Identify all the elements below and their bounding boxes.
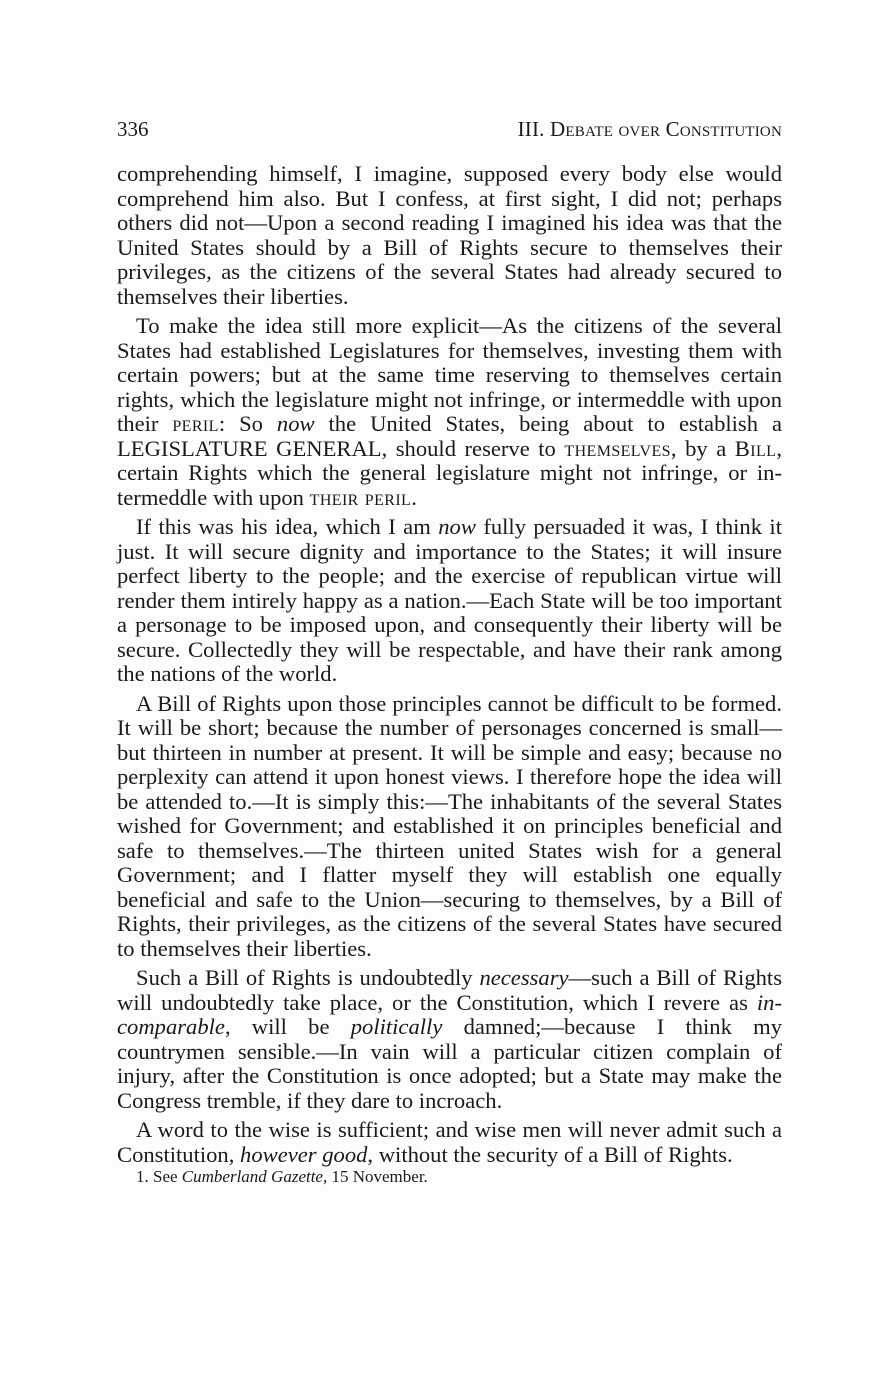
body-text xyxy=(117,162,782,1172)
footnote-source-title: Cumberland Gazette, xyxy=(181,1167,328,1186)
text-run: To make the idea still more explicit—As the citizens of the several States had established Legislatures for themselves, investing them with certain powers; but at the same time reserving to themselves certain rights, which the legislature might not infringe, or intermeddle with upon their xyxy=(117,313,782,436)
italic-text: now xyxy=(438,514,476,539)
running-head xyxy=(117,114,782,144)
text-run: , without the security of a Bill of Rights. xyxy=(367,1141,733,1167)
paragraph xyxy=(117,314,782,510)
footnote-suffix: 15 November. xyxy=(327,1167,428,1186)
text-run: A word to the wise is sufficient; and wise men will never admit such a Constitution, xyxy=(117,1117,782,1167)
paragraph xyxy=(117,515,782,687)
text-run: —such a Bill of Rights will undoubtedly take place, or the Constitution, which I revere as xyxy=(117,965,782,1015)
paragraph xyxy=(117,162,782,309)
text-run: A Bill of Rights upon those principles cannot be difficult to be formed. It will be short; because the number of personages concerned is small—but thirteen in number at present. It will be simple and easy; because no perplexity can attend it upon honest views. I therefore hope the idea will be attended to.—It is simply this:—The inhabitants of the several States wished for Government; and established it on principles beneficial and safe to themselves.—The thirteen united States wish for a general Government; and I flatter myself they will establish one equally beneficial and safe to the Union—securing to themselves, by a Bill of Rights, their privileges, as the citizens of the several States have secured to themselves their liberties. xyxy=(117,690,782,961)
footnote-prefix: 1. See xyxy=(136,1167,182,1186)
text-run: , by a xyxy=(670,435,735,461)
small-caps-text: their peril xyxy=(309,484,412,510)
text-run: : So xyxy=(218,411,277,436)
text-run: comprehending himself, I imagine, supposed every body else would comprehend him also. But I confess, at first sight, I did not; perhaps others did not—Upon a second reading I imagined his idea was that the United States should by a Bill of Rights secure to themselves their privileges, as the citizens of the several States had already secured to themselves their liberties. xyxy=(117,161,782,309)
text-run: damned;—because I think my countrymen sensible.—In vain will a particular citizen complain of injury, after the Constitution is once adopted; but a State may make the Congress tremble, if they dare to incroach. xyxy=(117,1014,782,1113)
italic-text: now xyxy=(276,411,315,436)
section-title xyxy=(518,114,782,144)
text-run: . xyxy=(411,484,417,510)
paragraph xyxy=(117,966,782,1113)
text-run: Such a Bill of Rights is undoubtedly xyxy=(136,965,480,990)
page-number: 336 xyxy=(117,117,149,141)
italic-text: incomparable xyxy=(117,989,782,1039)
paragraph xyxy=(117,1118,782,1167)
small-caps-text: Bill xyxy=(734,435,777,461)
text-run: fully persuaded it was, I think it just. It will secure dignity and importance to the States; it will insure perfect liberty to the people; and the exercise of republican virtue will render them intirely happy as a nation.—Each State will be too important a personage to be imposed upon, and consequently their liberty will be secure. Collectedly they will be respectable, and have their rank among the nations of the world. xyxy=(117,514,782,686)
paragraph xyxy=(117,692,782,962)
italic-text: politically xyxy=(350,1014,443,1039)
text-run: the United States, being about to establish a LEGISLATURE GENERAL, should reserve to xyxy=(117,411,783,461)
small-caps-text: themselves xyxy=(564,435,671,461)
text-run: , will be xyxy=(224,1014,351,1039)
section-numeral: III. xyxy=(517,117,551,141)
italic-text: necessary xyxy=(479,965,569,990)
italic-text: however good xyxy=(240,1141,368,1167)
text-run: , certain Rights which the general legislature might not infringe, or intermeddle with upon xyxy=(117,435,782,510)
footnote xyxy=(136,1166,776,1188)
section-title-text: Debate over Constitution xyxy=(550,117,782,141)
text-run: If this was his idea, which I am xyxy=(136,514,439,539)
small-caps-text: peril xyxy=(172,411,219,436)
